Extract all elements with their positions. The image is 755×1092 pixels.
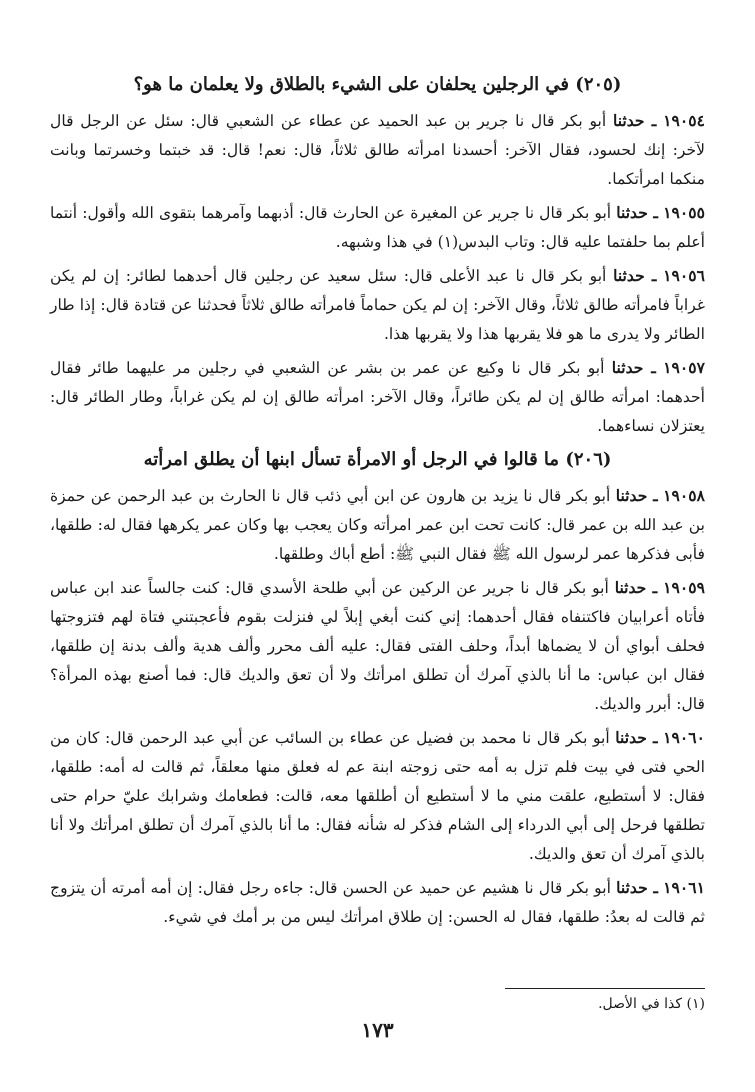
hadith-number: ١٩٠٥٧ — [663, 358, 705, 377]
hadith-text: أبو بكر قال نا يزيد بن هارون عن ابن أبي ذئب قال نا الحارث بن عبد الرحمن عن حمزة بن عبد الله بن عمر قال: كانت تحت ابن عمر امرأته وكان يعجب بها وكان عمر يكرهها فقال له: طلقها، فأبى فذكرها عمر لرسول الله ﷺ فقال النبي ﷺ: أطع أباك وطلقها. — [50, 487, 705, 563]
hadith-number: ١٩٠٥٤ — [663, 111, 705, 130]
page-number: ١٧٣ — [361, 1018, 394, 1042]
hadith-19059 — [50, 573, 705, 719]
hadith-number: ١٩٠٦١ — [663, 878, 705, 897]
hadith-19054 — [50, 106, 705, 194]
hadith-lead: ـ حدثنا — [611, 358, 656, 377]
hadith-lead: ـ حدثنا — [612, 111, 657, 130]
hadith-text: أبو بكر قال نا عبد الأعلى قال: سئل سعيد عن رجلين قال أحدهما لطائر: إن لم يكن غراباً فامرأته طالق ثلاثاً، وقال الآخر: إن لم يكن حماماً فامرأته طالق ثلاثاً فحدثنا عن قتادة قال: إذا طار الطائر ولا يدرى ما هو فلا يقربها هذا ولا يقربها هذا. — [50, 267, 705, 343]
hadith-number: ١٩٠٦٠ — [663, 728, 705, 747]
hadith-lead: ـ حدثنا — [614, 578, 658, 597]
hadith-lead: ـ حدثنا — [615, 486, 658, 505]
hadith-19055 — [50, 198, 705, 257]
hadith-lead: ـ حدثنا — [616, 203, 658, 222]
chapter-heading-205: (٢٠٥) في الرجلين يحلفان على الشيء بالطلاق ولا يعلمان ما هو؟ — [133, 74, 622, 95]
hadith-lead: ـ حدثنا — [616, 878, 658, 897]
hadith-lead: ـ حدثنا — [615, 728, 658, 747]
hadith-19060 — [50, 723, 705, 869]
hadith-number: ١٩٠٥٨ — [663, 486, 705, 505]
hadith-text: أبو بكر قال نا جرير عن المغيرة عن الحارث قال: أذبهما وآمرهما بتقوى الله وأقول: أنتما أعلم بما حلفتما عليه قال: وتاب البدس(١) في هذا وشبهه. — [50, 204, 705, 251]
hadith-number: ١٩٠٥٥ — [663, 203, 705, 222]
hadith-text: أبو بكر قال نا محمد بن فضيل عن عطاء بن السائب عن أبي عبد الرحمن قال: كان من الحي فتى في بيت فلم تزل به أمه حتى زوجته ابنة عم له فعلق منها معلقاً، ثم قالت له أمه: طلقها، فقال: لا أستطيع، علقت مني ما لا أستطيع أن أطلقها معه، قالت: فطعامك وشرابك عليّ حرام حتى تطلقها فرحل إلى أبي الدرداء إلى الشام فذكر له شأنه فقال: ما أنا بالذي آمرك أن تطلق امرأتك ولا أنا بالذي آمرك أن تعق والديك. — [50, 729, 705, 863]
hadith-number: ١٩٠٥٦ — [663, 266, 706, 285]
footnote-divider — [505, 988, 705, 989]
hadith-text: أبو بكر قال نا جرير بن عبد الحميد عن عطاء عن الشعبي قال: سئل عن الرجل قال لآخر: إنك لحسود، فقال الآخر: أحسدنا امرأته طالق ثلاثاً، قال: نعم! قال: قد خبتما وخسرتما وبانت منكما امرأتكما. — [50, 112, 705, 188]
hadith-number: ١٩٠٥٩ — [663, 578, 705, 597]
hadith-text: أبو بكر قال نا هشيم عن حميد عن الحسن قال: جاءه رجل فقال: إن أمه أمرته أن يتزوج ثم قالت له بعدُ: طلقها، فقال له الحسن: إن طلاق امرأتك ليس من بر أمك في شيء. — [50, 879, 705, 926]
hadith-19061 — [50, 873, 705, 932]
hadith-19058 — [50, 481, 705, 569]
hadith-19056 — [50, 261, 705, 349]
chapter-heading-206: (٢٠٦) ما قالوا في الرجل أو الامرأة تسأل ابنها أن يطلق امرأته — [143, 449, 612, 470]
hadith-lead: ـ حدثنا — [613, 266, 657, 285]
hadith-19057 — [50, 353, 705, 441]
footnote: (١) كذا في الأصل. — [598, 996, 705, 1012]
hadith-text: أبو بكر قال نا وكيع عن عمر بن بشر عن الشعبي في رجلين مر عليهما طائر فقال أحدهما: امرأته طالق إن لم يكن طائراً، وقال الآخر: امرأته طالق إن لم يكن غراباً، وطار الطائر قال: يعتزلان نساءهما. — [50, 359, 705, 435]
hadith-text: أبو بكر قال نا جرير عن الركين عن أبي طلحة الأسدي قال: كنت جالساً عند ابن عباس فأتاه أعرابيان فاكتنفاه فقال أحدهما: إني كنت أبغي إبلاً لي فنزلت بقوم فأعجبتني فتاة لهم فتزوجتها فحلف أبواي أن لا يضماها أبداً، وحلف الفتى فقال: عليه ألف محرر وألف هدية وألف بدنة إن طلقها، فقال ابن عباس: ما أنا بالذي آمرك أن تطلق امرأتك ولا أن تعق والديك قال: فما أصنع بهذه المرأة؟ قال: أبرر والديك. — [50, 579, 705, 713]
